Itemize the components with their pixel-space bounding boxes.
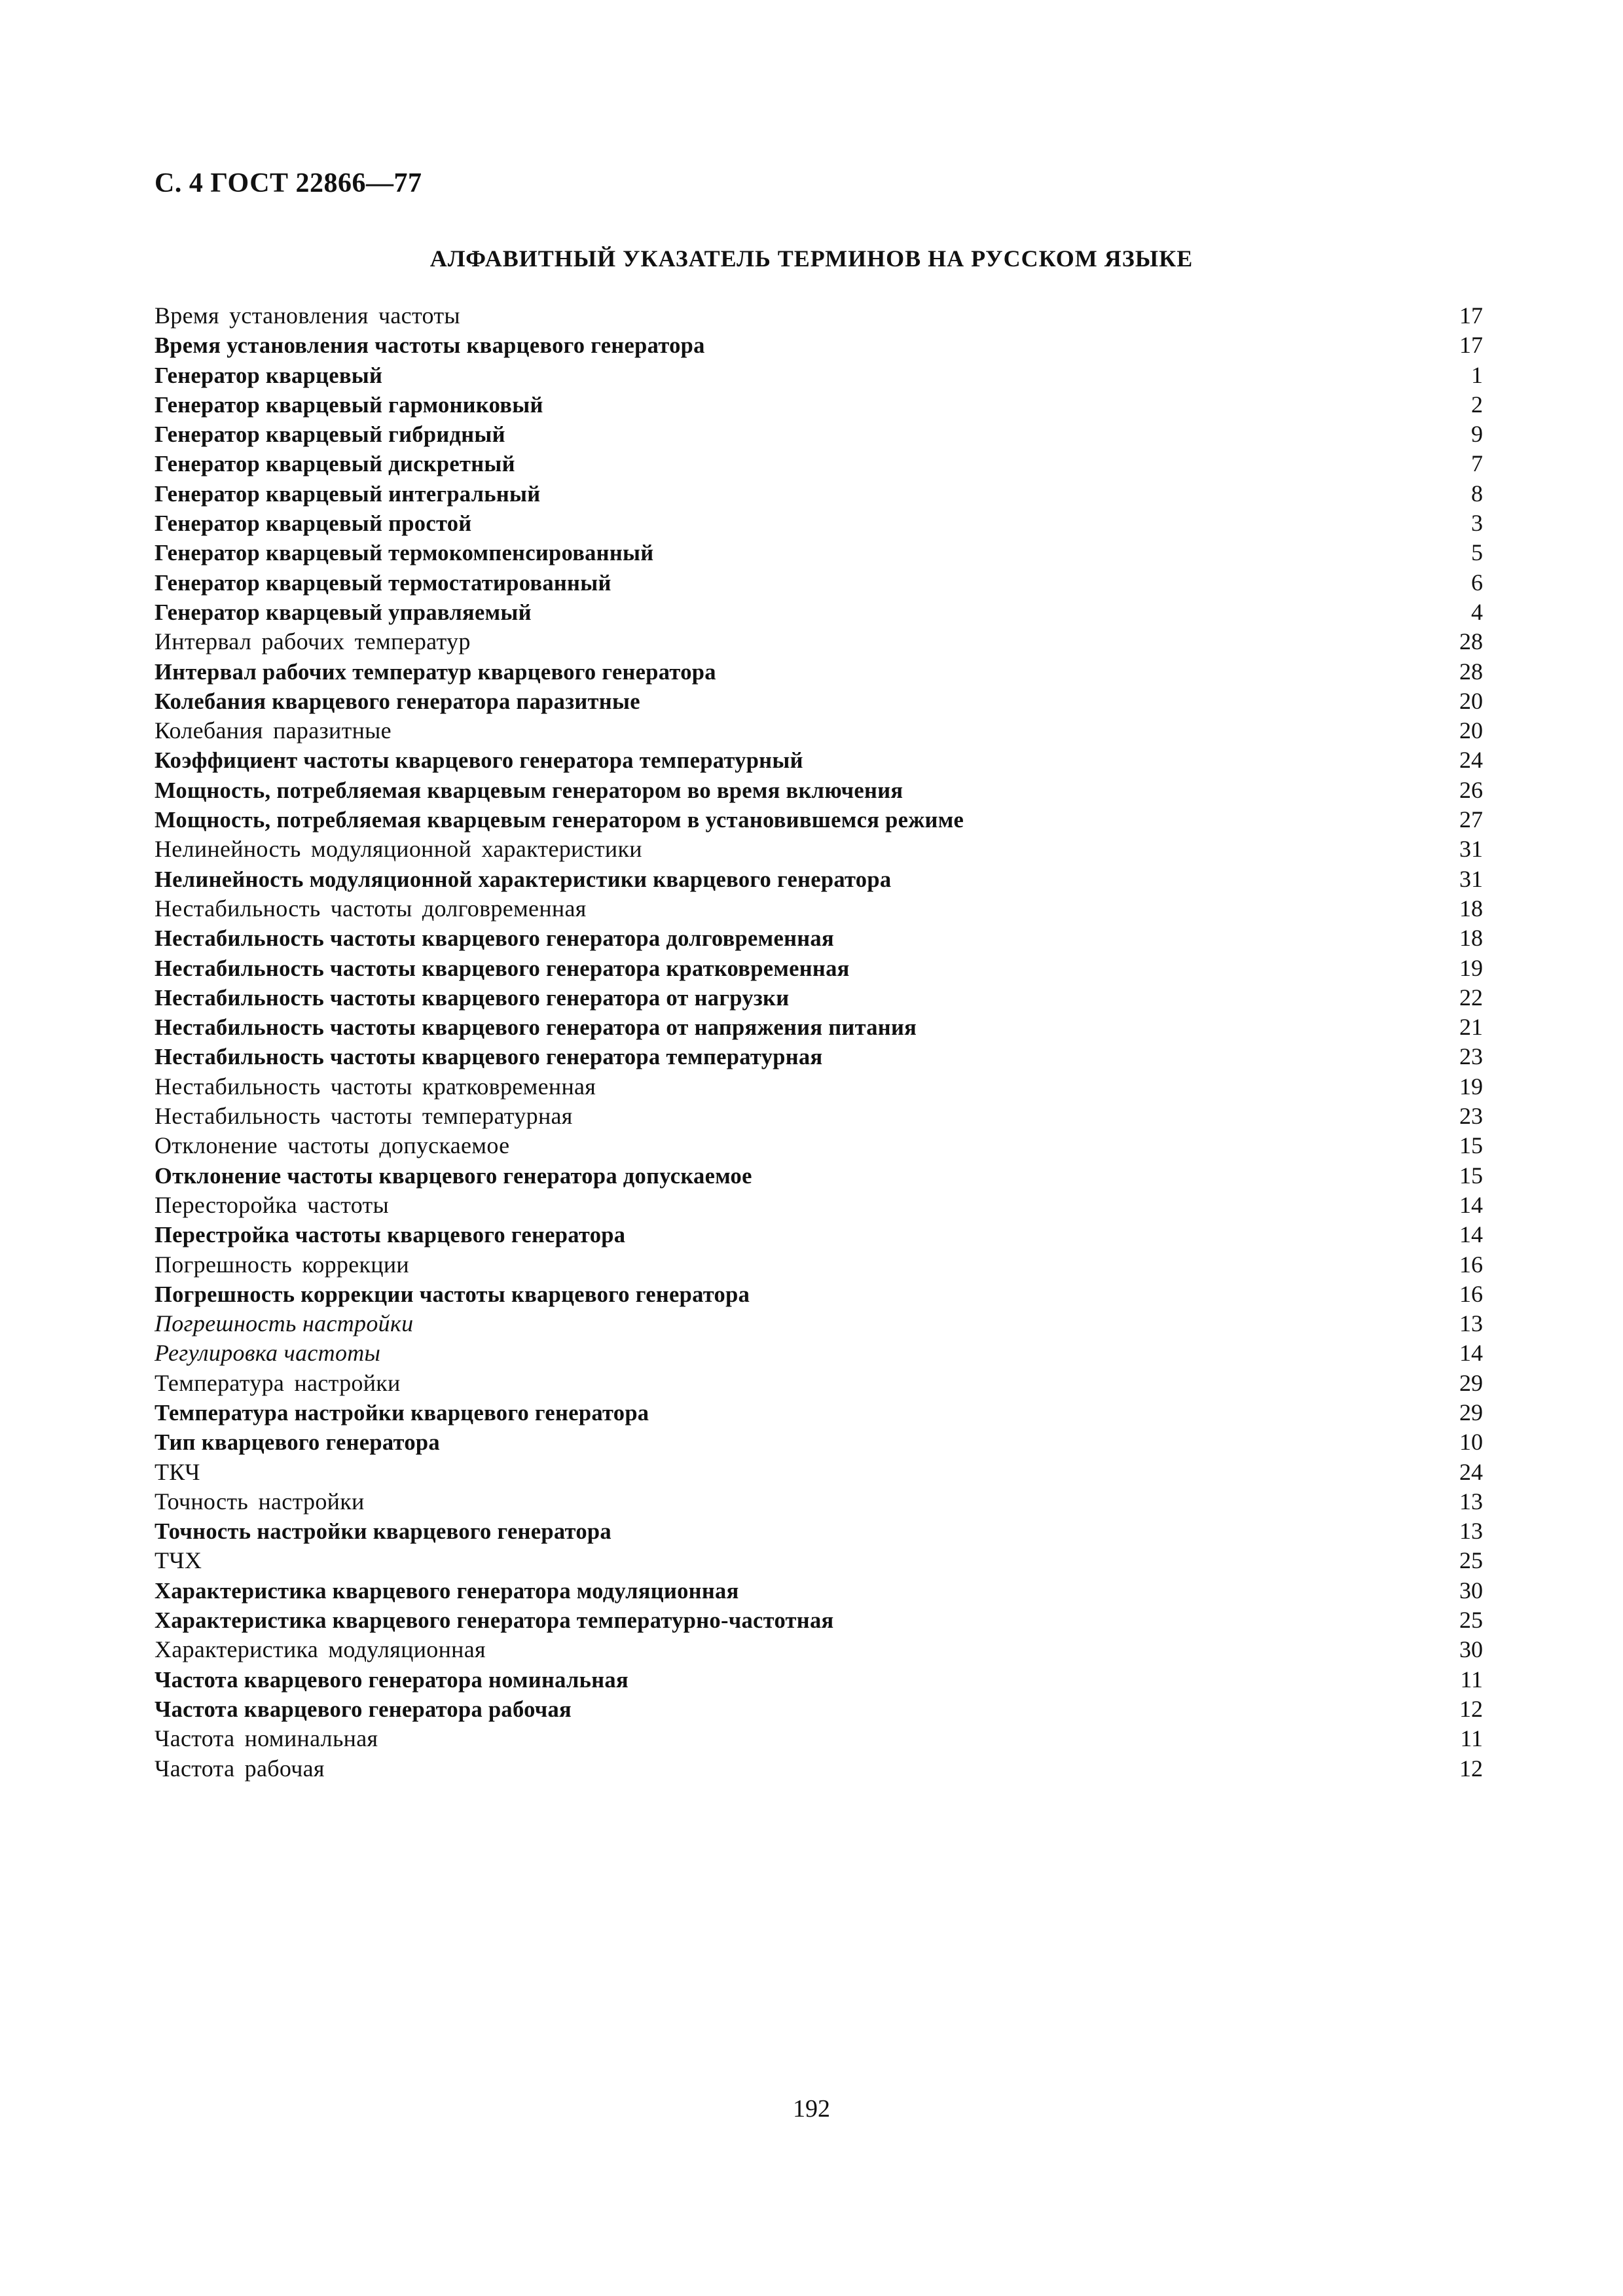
index-entry	[155, 687, 1483, 716]
index-entry	[155, 1013, 1483, 1042]
index-page-ref: 22	[1459, 984, 1483, 1011]
index-term: Точность настройки	[155, 1488, 365, 1515]
index-term: Частота кварцевого генератора рабочая	[155, 1696, 572, 1722]
index-term: Генератор кварцевый простой	[155, 511, 472, 537]
index-entry	[155, 894, 1483, 924]
index-term: Точность настройки кварцевого генератора	[155, 1519, 611, 1545]
index-page-ref: 23	[1459, 1043, 1483, 1070]
index-page-ref: 3	[1471, 510, 1483, 537]
index-term: Мощность, потребляемая кварцевым генератором во время включения	[155, 778, 903, 803]
index-page-ref: 18	[1459, 925, 1483, 952]
index-term: Частота кварцевого генератора номинальная	[155, 1667, 629, 1693]
index-term: Время установления частоты	[155, 302, 460, 329]
index-page-ref: 30	[1459, 1577, 1483, 1604]
index-page-ref: 5	[1471, 539, 1483, 566]
index-entry	[155, 745, 1483, 775]
index-entry	[155, 1309, 1483, 1338]
index-page-ref: 10	[1459, 1429, 1483, 1456]
index-page-ref: 14	[1459, 1191, 1483, 1218]
index-entry	[155, 1516, 1483, 1546]
index-term: Нелинейность модуляционной характеристики кварцевого генератора	[155, 867, 892, 892]
index-term: Регулировка частоты	[155, 1340, 381, 1367]
index-term: ТЧХ	[155, 1547, 202, 1574]
index-entry	[155, 509, 1483, 538]
index-term: Погрешность настройки	[155, 1310, 414, 1337]
index-page-ref: 7	[1471, 450, 1483, 477]
index-page-ref: 16	[1459, 1280, 1483, 1307]
running-header: С. 4 ГОСТ 22866—77	[155, 168, 422, 198]
index-term: Температура настройки кварцевого генератора	[155, 1400, 649, 1426]
index-entry	[155, 954, 1483, 983]
index-page-ref: 11	[1460, 1725, 1483, 1752]
index-entry	[155, 716, 1483, 745]
index-entry	[155, 449, 1483, 478]
page-number: 192	[793, 2095, 830, 2123]
index-page-ref: 21	[1459, 1014, 1483, 1041]
index-entry	[155, 865, 1483, 894]
index-term: Генератор кварцевый управляемый	[155, 600, 532, 625]
index-page-ref: 17	[1459, 332, 1483, 359]
index-page-ref: 14	[1459, 1221, 1483, 1248]
index-page-ref: 25	[1459, 1547, 1483, 1574]
index-entry	[155, 1042, 1483, 1071]
index-term: Отклонение частоты допускаемое	[155, 1132, 510, 1159]
index-entry	[155, 627, 1483, 656]
index-term: Погрешность коррекции частоты кварцевого генератора	[155, 1282, 750, 1307]
index-entry	[155, 1280, 1483, 1309]
index-page-ref: 28	[1459, 658, 1483, 685]
index-term: Нестабильность частоты кратковременная	[155, 1073, 596, 1100]
index-page-ref: 13	[1459, 1518, 1483, 1545]
index-page-ref: 17	[1459, 302, 1483, 329]
index-page-ref: 1	[1471, 361, 1483, 388]
index-entry	[155, 834, 1483, 864]
index-page-ref: 12	[1459, 1755, 1483, 1782]
index-term: Нестабильность частоты кварцевого генератора кратковременная	[155, 956, 850, 981]
index-page-ref: 12	[1459, 1695, 1483, 1722]
index-term: Характеристика кварцевого генератора температурно-частотная	[155, 1608, 834, 1634]
index-entry	[155, 390, 1483, 420]
index-page-ref: 9	[1471, 421, 1483, 448]
index-page-ref: 19	[1459, 1073, 1483, 1100]
index-term: Генератор кварцевый дискретный	[155, 452, 515, 477]
index-entry	[155, 1161, 1483, 1191]
index-entry	[155, 1072, 1483, 1102]
index-page-ref: 27	[1459, 806, 1483, 833]
index-term: Интервал рабочих температур кварцевого генератора	[155, 659, 716, 685]
index-term: Нестабильность частоты кварцевого генератора температурная	[155, 1045, 823, 1070]
index-page-ref: 20	[1459, 687, 1483, 714]
index-term: Нестабильность частоты долговременная	[155, 895, 587, 922]
index-entry	[155, 301, 1483, 331]
index-term: Нестабильность частоты кварцевого генератора долговременная	[155, 926, 834, 952]
index-term: Нестабильность частоты кварцевого генератора от нагрузки	[155, 985, 790, 1011]
index-entry	[155, 598, 1483, 627]
index-term: Генератор кварцевый гармониковый	[155, 392, 543, 418]
index-page-ref: 2	[1471, 391, 1483, 418]
index-page-ref: 31	[1459, 836, 1483, 863]
index-page-ref: 30	[1459, 1636, 1483, 1663]
index-term: Частота номинальная	[155, 1725, 378, 1752]
index-page-ref: 15	[1459, 1162, 1483, 1189]
index-entry	[155, 657, 1483, 687]
index-page-ref: 31	[1459, 865, 1483, 892]
index-page-ref: 15	[1459, 1132, 1483, 1159]
index-term: Характеристика кварцевого генератора модуляционная	[155, 1578, 739, 1604]
index-entry	[155, 479, 1483, 509]
index-page-ref: 29	[1459, 1369, 1483, 1396]
index-entry	[155, 1605, 1483, 1635]
index-term: Колебания кварцевого генератора паразитные	[155, 689, 640, 714]
index-entry	[155, 1369, 1483, 1398]
index-entry	[155, 1220, 1483, 1249]
index-entry	[155, 331, 1483, 360]
index-page-ref: 28	[1459, 628, 1483, 655]
index-entry	[155, 1754, 1483, 1784]
index-term: Температура настройки	[155, 1369, 401, 1396]
index-term: Тип кварцевого генератора	[155, 1430, 440, 1456]
index-term: Характеристика модуляционная	[155, 1636, 486, 1663]
index-entry	[155, 1427, 1483, 1457]
index-term: Генератор кварцевый	[155, 363, 383, 388]
index-term: Время установления частоты кварцевого генератора	[155, 333, 705, 359]
index-page-ref: 4	[1471, 598, 1483, 625]
index-term: Нестабильность частоты кварцевого генератора от напряжения питания	[155, 1015, 917, 1041]
index-page-ref: 11	[1460, 1666, 1483, 1693]
index-entry	[155, 361, 1483, 390]
index-term: Генератор кварцевый термостатированный	[155, 570, 611, 596]
index-page-ref: 20	[1459, 717, 1483, 744]
index-page-ref: 8	[1471, 480, 1483, 507]
index-page-ref: 18	[1459, 895, 1483, 922]
index-term: Мощность, потребляемая кварцевым генератором в установившемся режиме	[155, 808, 964, 833]
index-page-ref: 29	[1459, 1399, 1483, 1426]
index-term: Нелинейность модуляционной характеристики	[155, 836, 642, 863]
index-page-ref: 23	[1459, 1103, 1483, 1130]
index-term: Интервал рабочих температур	[155, 628, 471, 655]
index-entry	[155, 1546, 1483, 1575]
term-index-list	[155, 301, 1483, 1784]
index-entry	[155, 1131, 1483, 1160]
index-term: Генератор кварцевый гибридный	[155, 422, 505, 448]
index-entry	[155, 568, 1483, 598]
index-term: Колебания паразитные	[155, 717, 392, 744]
index-term: Погрешность коррекции	[155, 1251, 409, 1278]
index-entry	[155, 420, 1483, 449]
index-page-ref: 16	[1459, 1251, 1483, 1278]
index-entry	[155, 1665, 1483, 1695]
index-page-ref: 25	[1459, 1607, 1483, 1634]
index-page-ref: 13	[1459, 1310, 1483, 1337]
index-entry	[155, 1635, 1483, 1664]
index-heading: АЛФАВИТНЫЙ УКАЗАТЕЛЬ ТЕРМИНОВ НА РУССКОМ ЯЗЫКЕ	[429, 245, 1194, 272]
index-entry	[155, 776, 1483, 805]
index-term: Отклонение частоты кварцевого генератора допускаемое	[155, 1163, 752, 1189]
index-term: Пересторойка частоты	[155, 1191, 390, 1218]
index-entry	[155, 1695, 1483, 1724]
index-page-ref: 13	[1459, 1488, 1483, 1515]
index-entry	[155, 538, 1483, 567]
index-entry	[155, 1250, 1483, 1280]
index-term: Нестабильность частоты температурная	[155, 1103, 573, 1130]
index-entry	[155, 1724, 1483, 1753]
index-term: ТКЧ	[155, 1458, 200, 1485]
index-term: Частота рабочая	[155, 1755, 325, 1782]
index-entry	[155, 1487, 1483, 1516]
index-entry	[155, 1338, 1483, 1368]
index-entry	[155, 1458, 1483, 1487]
index-entry	[155, 1102, 1483, 1131]
index-term: Перестройка частоты кварцевого генератора	[155, 1223, 626, 1248]
index-entry	[155, 1398, 1483, 1427]
index-entry	[155, 983, 1483, 1013]
index-entry	[155, 1576, 1483, 1605]
index-entry	[155, 924, 1483, 953]
index-page-ref: 19	[1459, 954, 1483, 981]
index-entry	[155, 1191, 1483, 1220]
index-page-ref: 24	[1459, 1458, 1483, 1485]
index-term: Генератор кварцевый термокомпенсированный	[155, 541, 654, 566]
index-term: Коэффициент частоты кварцевого генератора температурный	[155, 748, 803, 774]
index-page-ref: 6	[1471, 569, 1483, 596]
index-page-ref: 14	[1459, 1340, 1483, 1367]
index-page-ref: 24	[1459, 747, 1483, 774]
index-page-ref: 26	[1459, 776, 1483, 803]
index-entry	[155, 805, 1483, 834]
index-term: Генератор кварцевый интегральный	[155, 481, 541, 507]
